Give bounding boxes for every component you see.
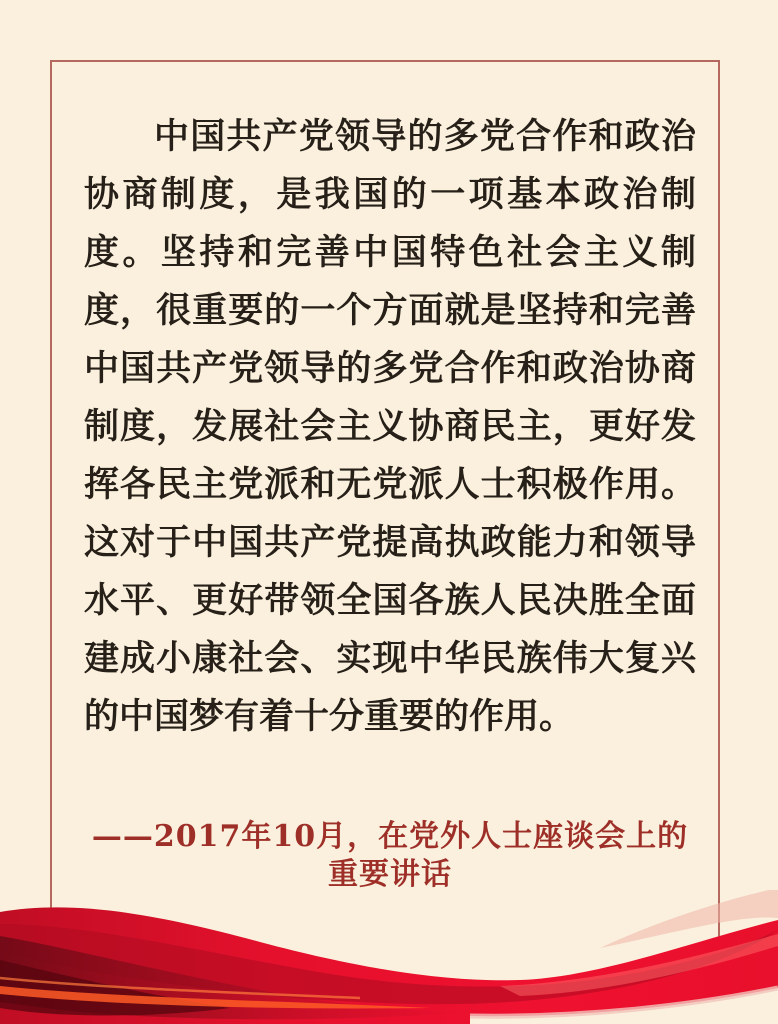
attribution-line: ——2017年10月，在党外人士座谈会上的重要讲话: [91, 819, 689, 892]
quote-line: 制度，发展社会主义协商民主，更好发: [84, 407, 696, 447]
quote-line: 的中国梦有着十分重要的作用。: [84, 697, 575, 737]
quote-line: 度，很重要的一个方面就是坚持和完善: [84, 291, 696, 331]
quote-line: 中国共产党领导的多党合作和政治: [154, 117, 696, 157]
quote-line: 度。坚持和完善中国特色社会主义制: [84, 233, 696, 273]
quote-line: 协商制度，是我国的一项基本政治制: [84, 175, 696, 215]
quote-line: 中国共产党领导的多党合作和政治协商: [84, 349, 696, 389]
quote-text-block: [84, 108, 696, 746]
quote-line: 挥各民主党派和无党派人士积极作用。: [84, 465, 696, 505]
quote-line: 建成小康社会、实现中华民族伟大复兴: [84, 639, 696, 679]
quote-line: 水平、更好带领全国各族人民决胜全面: [84, 581, 696, 621]
quote-line: 这对于中国共产党提高执政能力和领导: [84, 523, 696, 563]
red-ribbon-icon: [0, 890, 778, 1024]
